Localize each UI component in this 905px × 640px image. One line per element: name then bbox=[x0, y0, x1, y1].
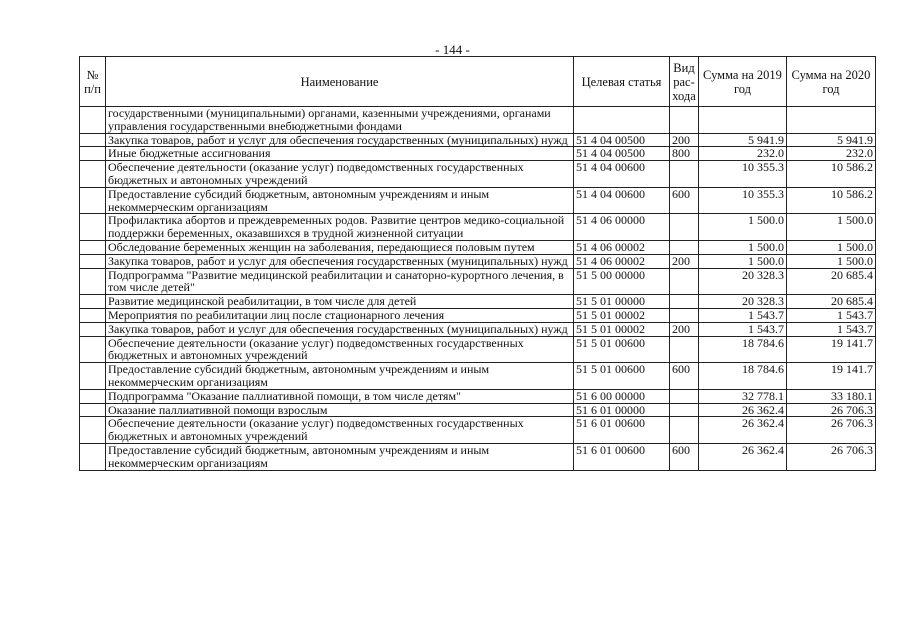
table-row bbox=[80, 161, 876, 188]
cell-name: Предоставление субсидий бюджетным, автономным учреждениям и иным некоммерческим организациям bbox=[106, 187, 574, 214]
cell-target-article: 51 4 06 00002 bbox=[574, 240, 670, 254]
cell-sum-2020: 1 543.7 bbox=[787, 322, 876, 336]
cell-target-article: 51 6 00 00000 bbox=[574, 389, 670, 403]
cell-name: Иные бюджетные ассигнования bbox=[106, 147, 574, 161]
cell-sum-2020: 26 706.3 bbox=[787, 403, 876, 417]
cell-sum-2019: 18 784.6 bbox=[699, 363, 787, 390]
cell-num bbox=[80, 336, 106, 363]
cell-num bbox=[80, 147, 106, 161]
cell-name: Обеспечение деятельности (оказание услуг) подведомственных государственных бюджетных и автономных учреждений bbox=[106, 161, 574, 188]
cell-sum-2020: 19 141.7 bbox=[787, 336, 876, 363]
cell-sum-2020: 1 500.0 bbox=[787, 240, 876, 254]
cell-target-article: 51 4 06 00000 bbox=[574, 214, 670, 241]
cell-sum-2020: 20 685.4 bbox=[787, 268, 876, 295]
cell-num bbox=[80, 443, 106, 470]
cell-expense-type: 800 bbox=[670, 147, 699, 161]
table-row bbox=[80, 214, 876, 241]
cell-num bbox=[80, 268, 106, 295]
cell-target-article: 51 6 01 00000 bbox=[574, 403, 670, 417]
cell-num bbox=[80, 295, 106, 309]
header-sum-2020: Сумма на 2020 год bbox=[787, 57, 876, 107]
cell-target-article: 51 4 04 00500 bbox=[574, 133, 670, 147]
cell-name: Обеспечение деятельности (оказание услуг) подведомственных государственных бюджетных и автономных учреждений bbox=[106, 417, 574, 444]
cell-expense-type: 600 bbox=[670, 363, 699, 390]
cell-num bbox=[80, 403, 106, 417]
cell-num bbox=[80, 214, 106, 241]
cell-sum-2020: 19 141.7 bbox=[787, 363, 876, 390]
table-row bbox=[80, 295, 876, 309]
cell-name: Обследование беременных женщин на заболевания, передающиеся половым путем bbox=[106, 240, 574, 254]
cell-sum-2019: 1 500.0 bbox=[699, 240, 787, 254]
cell-target-article: 51 5 01 00000 bbox=[574, 295, 670, 309]
cell-num bbox=[80, 389, 106, 403]
cell-num bbox=[80, 187, 106, 214]
cell-num bbox=[80, 240, 106, 254]
cell-target-article: 51 4 06 00002 bbox=[574, 254, 670, 268]
cell-name: Оказание паллиативной помощи взрослым bbox=[106, 403, 574, 417]
cell-name: Предоставление субсидий бюджетным, автономным учреждениям и иным некоммерческим организациям bbox=[106, 443, 574, 470]
table-row bbox=[80, 254, 876, 268]
cell-target-article: 51 5 01 00002 bbox=[574, 322, 670, 336]
cell-name: Предоставление субсидий бюджетным, автономным учреждениям и иным некоммерческим организациям bbox=[106, 363, 574, 390]
cell-num bbox=[80, 363, 106, 390]
table-row bbox=[80, 443, 876, 470]
header-type: Вид рас-хода bbox=[670, 57, 699, 107]
table-row bbox=[80, 403, 876, 417]
cell-expense-type: 200 bbox=[670, 322, 699, 336]
table-row bbox=[80, 363, 876, 390]
cell-num bbox=[80, 254, 106, 268]
cell-num bbox=[80, 308, 106, 322]
cell-sum-2020: 26 706.3 bbox=[787, 443, 876, 470]
cell-sum-2019 bbox=[699, 107, 787, 134]
cell-sum-2020: 33 180.1 bbox=[787, 389, 876, 403]
cell-name: Закупка товаров, работ и услуг для обеспечения государственных (муниципальных) нужд bbox=[106, 133, 574, 147]
table-row bbox=[80, 240, 876, 254]
cell-sum-2019: 26 362.4 bbox=[699, 417, 787, 444]
cell-expense-type: 200 bbox=[670, 254, 699, 268]
cell-sum-2019: 32 778.1 bbox=[699, 389, 787, 403]
budget-table bbox=[79, 56, 876, 471]
header-code: Целевая статья bbox=[574, 57, 670, 107]
cell-expense-type bbox=[670, 161, 699, 188]
table-row bbox=[80, 417, 876, 444]
table-row bbox=[80, 268, 876, 295]
cell-target-article: 51 6 01 00600 bbox=[574, 443, 670, 470]
cell-expense-type bbox=[670, 214, 699, 241]
cell-sum-2020: 20 685.4 bbox=[787, 295, 876, 309]
cell-num bbox=[80, 322, 106, 336]
header-num: № п/п bbox=[80, 57, 106, 107]
cell-expense-type bbox=[670, 107, 699, 134]
cell-sum-2020: 10 586.2 bbox=[787, 161, 876, 188]
cell-sum-2020: 1 500.0 bbox=[787, 214, 876, 241]
cell-name: Развитие медицинской реабилитации, в том числе для детей bbox=[106, 295, 574, 309]
cell-expense-type bbox=[670, 336, 699, 363]
cell-sum-2020: 5 941.9 bbox=[787, 133, 876, 147]
cell-target-article: 51 4 04 00500 bbox=[574, 147, 670, 161]
cell-target-article: 51 5 01 00600 bbox=[574, 336, 670, 363]
table-row bbox=[80, 336, 876, 363]
cell-expense-type: 600 bbox=[670, 187, 699, 214]
cell-num bbox=[80, 161, 106, 188]
cell-expense-type: 200 bbox=[670, 133, 699, 147]
table-row bbox=[80, 389, 876, 403]
cell-sum-2019: 1 500.0 bbox=[699, 214, 787, 241]
cell-sum-2020: 10 586.2 bbox=[787, 187, 876, 214]
cell-target-article: 51 5 01 00600 bbox=[574, 363, 670, 390]
cell-num bbox=[80, 107, 106, 134]
cell-sum-2020 bbox=[787, 107, 876, 134]
cell-sum-2019: 1 543.7 bbox=[699, 308, 787, 322]
cell-sum-2019: 5 941.9 bbox=[699, 133, 787, 147]
cell-expense-type bbox=[670, 403, 699, 417]
cell-sum-2019: 20 328.3 bbox=[699, 268, 787, 295]
cell-expense-type bbox=[670, 389, 699, 403]
cell-num bbox=[80, 133, 106, 147]
cell-name: Подпрограмма "Оказание паллиативной помощи, в том числе детям" bbox=[106, 389, 574, 403]
cell-sum-2020: 232.0 bbox=[787, 147, 876, 161]
cell-name: Обеспечение деятельности (оказание услуг) подведомственных государственных бюджетных и автономных учреждений bbox=[106, 336, 574, 363]
page-number: - 144 - bbox=[435, 42, 470, 57]
cell-sum-2019: 20 328.3 bbox=[699, 295, 787, 309]
cell-name: Закупка товаров, работ и услуг для обеспечения государственных (муниципальных) нужд bbox=[106, 254, 574, 268]
cell-name: Подпрограмма "Развитие медицинской реабилитации и санаторно-курортного лечения, в том числе детей" bbox=[106, 268, 574, 295]
table-row bbox=[80, 322, 876, 336]
cell-expense-type bbox=[670, 295, 699, 309]
cell-target-article: 51 5 00 00000 bbox=[574, 268, 670, 295]
table-row bbox=[80, 133, 876, 147]
cell-sum-2019: 1 500.0 bbox=[699, 254, 787, 268]
table-row bbox=[80, 147, 876, 161]
cell-expense-type: 600 bbox=[670, 443, 699, 470]
cell-sum-2019: 1 543.7 bbox=[699, 322, 787, 336]
cell-sum-2019: 26 362.4 bbox=[699, 403, 787, 417]
header-sum-2019: Сумма на 2019 год bbox=[699, 57, 787, 107]
header-name: Наименование bbox=[106, 57, 574, 107]
cell-sum-2019: 10 355.3 bbox=[699, 161, 787, 188]
cell-sum-2019: 18 784.6 bbox=[699, 336, 787, 363]
cell-name: государственными (муниципальными) органами, казенными учреждениями, органами управления государственными внебюджетными фондами bbox=[106, 107, 574, 134]
table-body bbox=[80, 107, 876, 471]
cell-num bbox=[80, 417, 106, 444]
table-row bbox=[80, 187, 876, 214]
cell-sum-2019: 232.0 bbox=[699, 147, 787, 161]
cell-expense-type bbox=[670, 240, 699, 254]
cell-sum-2020: 1 543.7 bbox=[787, 308, 876, 322]
cell-name: Мероприятия по реабилитации лиц после стационарного лечения bbox=[106, 308, 574, 322]
cell-sum-2019: 10 355.3 bbox=[699, 187, 787, 214]
cell-name: Профилактика абортов и преждевременных родов. Развитие центров медико-социальной поддержки беременных, оказавшихся в трудной жизненной ситуации bbox=[106, 214, 574, 241]
cell-name: Закупка товаров, работ и услуг для обеспечения государственных (муниципальных) нужд bbox=[106, 322, 574, 336]
cell-sum-2019: 26 362.4 bbox=[699, 443, 787, 470]
cell-target-article: 51 4 04 00600 bbox=[574, 187, 670, 214]
cell-expense-type bbox=[670, 417, 699, 444]
cell-expense-type bbox=[670, 308, 699, 322]
cell-target-article: 51 5 01 00002 bbox=[574, 308, 670, 322]
cell-expense-type bbox=[670, 268, 699, 295]
table-row bbox=[80, 308, 876, 322]
cell-sum-2020: 26 706.3 bbox=[787, 417, 876, 444]
table-row bbox=[80, 107, 876, 134]
cell-sum-2020: 1 500.0 bbox=[787, 254, 876, 268]
table-header-row bbox=[80, 57, 876, 107]
cell-target-article bbox=[574, 107, 670, 134]
cell-target-article: 51 4 04 00600 bbox=[574, 161, 670, 188]
cell-target-article: 51 6 01 00600 bbox=[574, 417, 670, 444]
